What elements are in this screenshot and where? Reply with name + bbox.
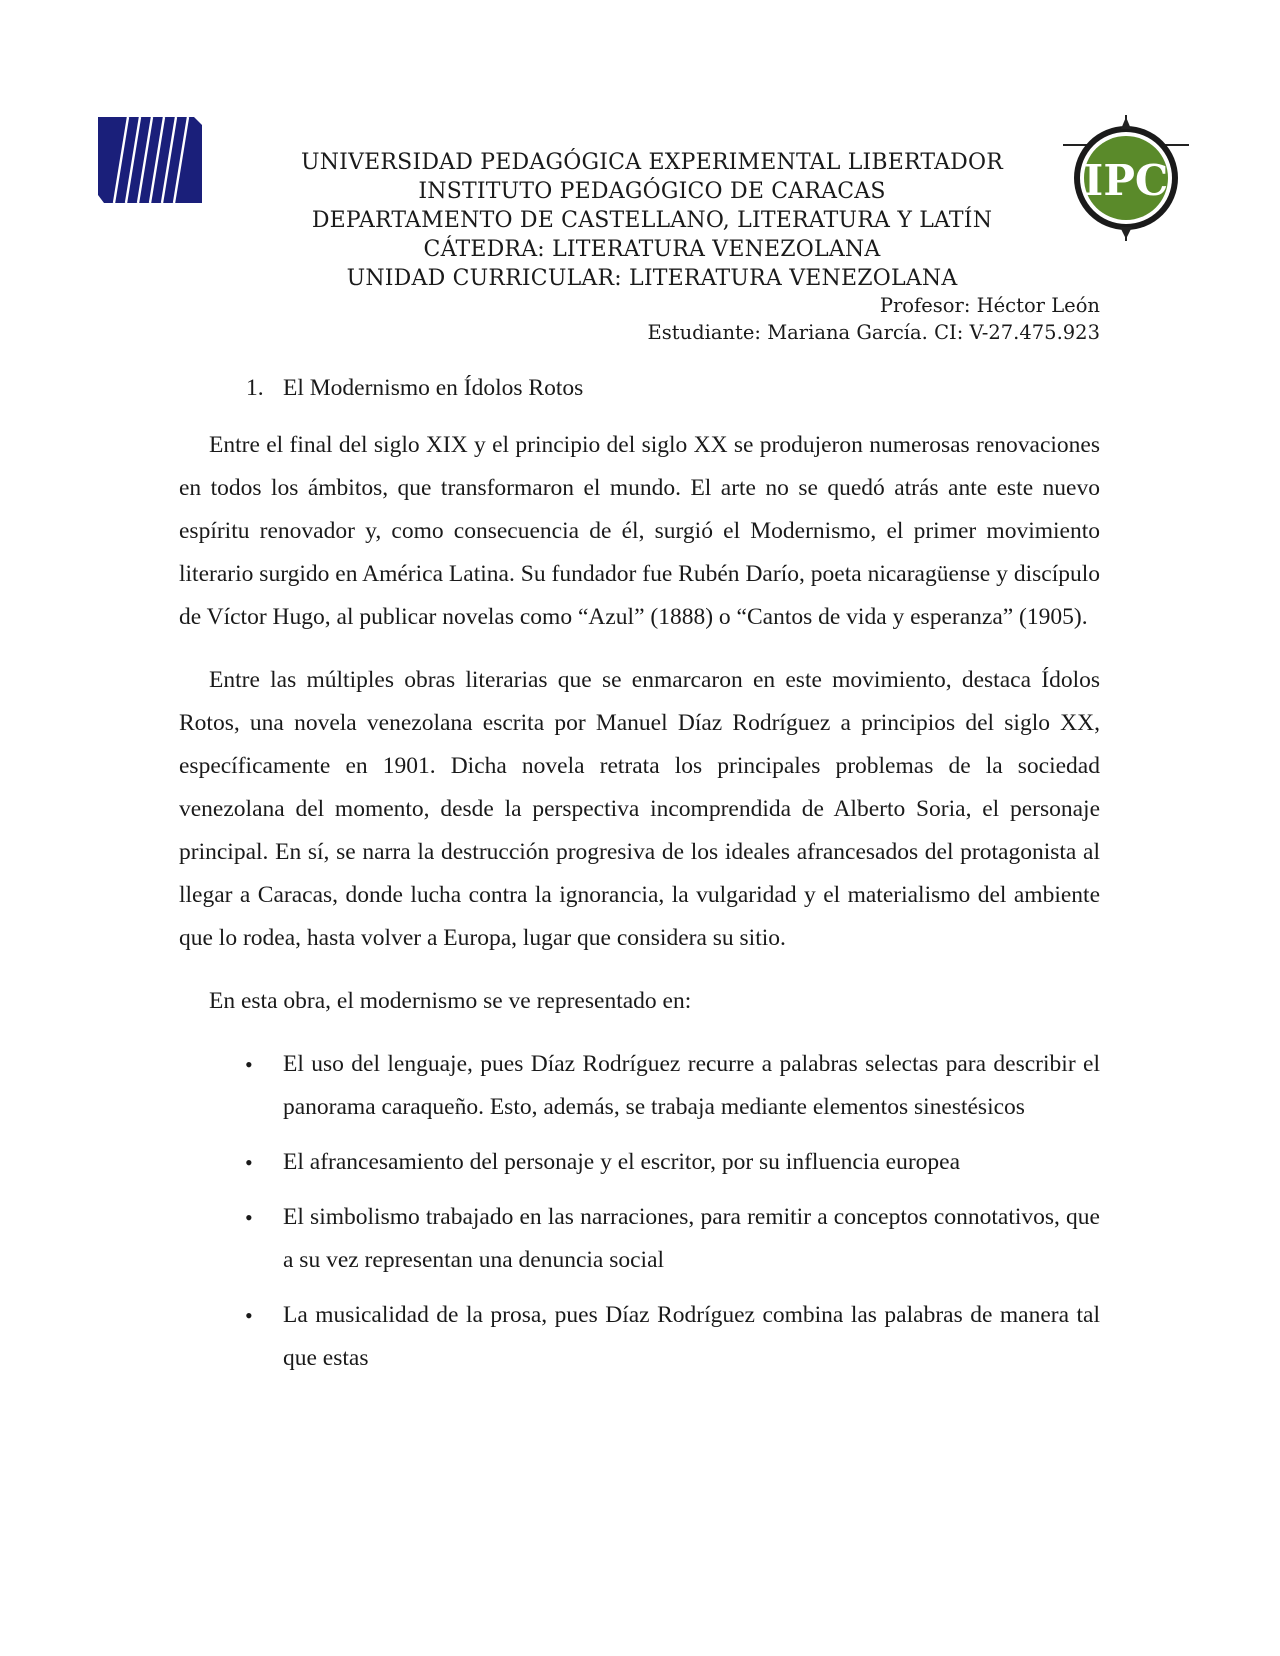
list-item (179, 1196, 1100, 1282)
header-institute: INSTITUTO PEDAGÓGICO DE CARACAS (418, 179, 886, 204)
paragraph: Entre las múltiples obras literarias que se enmarcaron en este movimiento, destaca Ídolos Rotos, una novela venezolana escrita por Manuel Díaz Rodríguez a principios del siglo XX, específicamente en 1901. Dicha novela retrata los principales problemas de la sociedad venezolana del momento, desde la perspectiva incomprendida de Alberto Soria, el personaje principal. En sí, se narra la destrucción progresiva de los ideales afrancesados del protagonista al llegar a Caracas, donde lucha contra la ignorancia, la vulgaridad y el materialismo del ambiente que lo rodea, hasta volver a Europa, lugar que considera su sitio. (179, 667, 1100, 951)
header-curricular-unit: UNIDAD CURRICULAR: LITERATURA VENEZOLANA (346, 266, 958, 291)
list-item (179, 1294, 1100, 1380)
list-item-text: La musicalidad de la prosa, pues Díaz Rodríguez combina las palabras de manera tal que estas (283, 1302, 1100, 1371)
student-line: Estudiante: Mariana García. CI: V-27.475.923 (647, 321, 1100, 344)
upel-logo-icon (98, 117, 202, 203)
paragraph: Entre el final del siglo XIX y el principio del siglo XX se produjeron numerosas renovaciones en todos los ámbitos, que transformaron el mundo. El arte no se quedó atrás ante este nuevo espíritu renovador y, como consecuencia de él, surgió el Modernismo, el primer movimiento literario surgido en América Latina. Su fundador fue Rubén Darío, poeta nicaragüense y discípulo de Víctor Hugo, al publicar novelas como “Azul” (1888) o “Cantos de vida y esperanza” (1905). (179, 432, 1100, 630)
bullet-list (179, 1043, 1100, 1380)
ipc-logo-text: IPC (1083, 156, 1169, 205)
bullet-icon: • (245, 1150, 253, 1175)
bullet-icon: • (245, 1052, 253, 1077)
bullet-icon: • (245, 1303, 253, 1328)
author-byline (648, 292, 1100, 346)
header-university: UNIVERSIDAD PEDAGÓGICA EXPERIMENTAL LIBERTADOR (300, 150, 1004, 175)
header-chair: CÁTEDRA: LITERATURA VENEZOLANA (423, 237, 881, 262)
list-item (179, 1043, 1100, 1129)
professor-line: Profesor: Héctor León (879, 294, 1100, 317)
list-item-text: El afrancesamiento del personaje y el escritor, por su influencia europea (283, 1149, 961, 1175)
bullet-icon: • (245, 1205, 253, 1230)
section-title: El Modernismo en Ídolos Rotos (283, 375, 584, 401)
document-body (179, 370, 1100, 1392)
list-item (179, 1141, 1100, 1184)
document-header (200, 148, 1104, 293)
section-heading (179, 370, 1100, 406)
list-item-text: El simbolismo trabajado en las narraciones, para remitir a conceptos connotativos, que a su vez representan una denuncia social (283, 1204, 1100, 1273)
section-number: 1. (246, 375, 264, 401)
list-item-text: El uso del lenguaje, pues Díaz Rodríguez recurre a palabras selectas para describir el panorama caraqueño. Esto, además, se trabaja mediante elementos sinestésicos (283, 1051, 1100, 1120)
header-department: DEPARTAMENTO DE CASTELLANO, LITERATURA Y LATÍN (311, 208, 993, 233)
paragraph: En esta obra, el modernismo se ve representado en: (209, 988, 692, 1014)
